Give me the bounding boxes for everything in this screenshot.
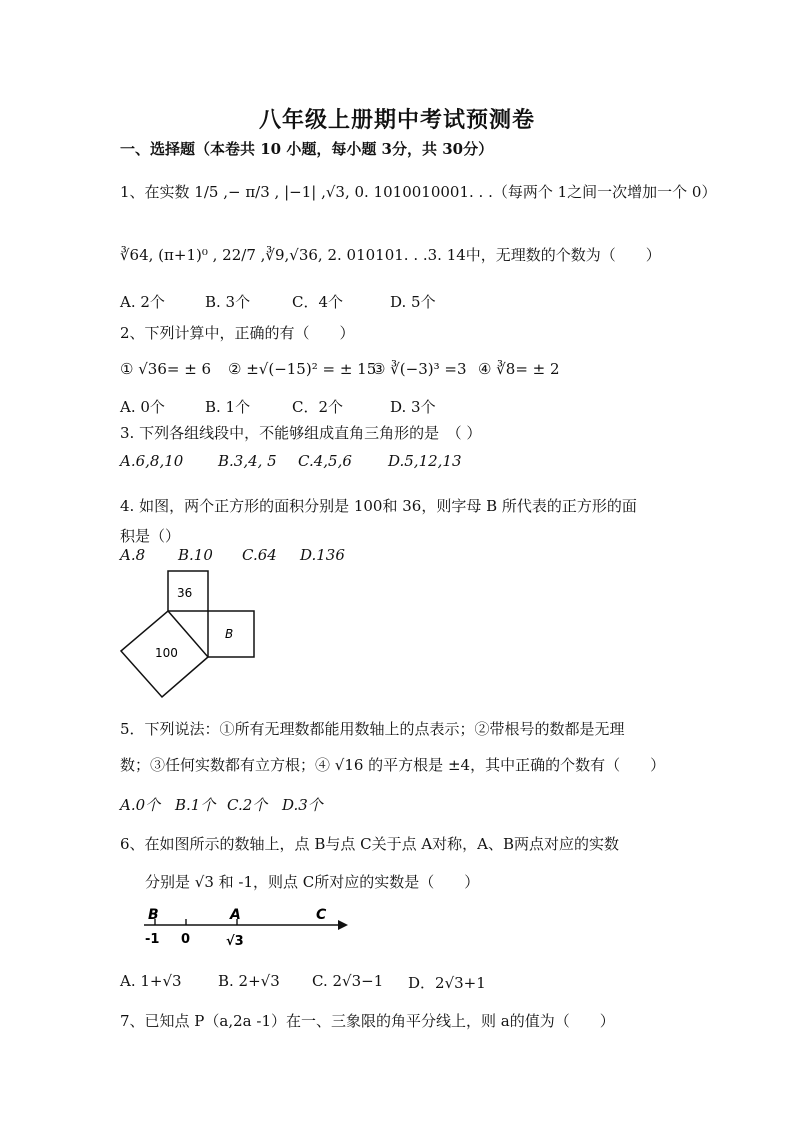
q3-option-a: A.6,8,10 bbox=[120, 452, 184, 470]
q4-line2: 积是（） bbox=[120, 527, 181, 545]
q4-line1: 4. 如图，两个正方形的面积分别是 100和 36，则字母 B 所代表的正方形的面 bbox=[120, 497, 637, 515]
q1-line2: ∛64, (π+1)⁰ , 22/7 ,∛9,√36, 2. 010101. . .3. 14中，无理数的个数为（ ） bbox=[120, 246, 661, 264]
q1-option-a: A. 2个 bbox=[120, 293, 165, 311]
q2-item-4: ④ ∛8= ± 2 bbox=[478, 360, 560, 378]
label-100: 100 bbox=[155, 646, 178, 660]
q4-squares-figure bbox=[115, 565, 265, 705]
q2-option-c: C．2个 bbox=[292, 398, 344, 416]
q6-number-line bbox=[138, 905, 353, 955]
q2-item-1: ① √36= ± 6 bbox=[120, 360, 212, 378]
q5-option-b: B.1个 bbox=[175, 796, 216, 814]
q6-option-c: C. 2√3−1 bbox=[312, 972, 384, 990]
point-a-label: A bbox=[230, 907, 241, 923]
q2-option-a: A. 0个 bbox=[120, 398, 165, 416]
q7-line1: 7、已知点 P（a,2a -1）在一、三象限的角平分线上，则 a的值为（ ） bbox=[120, 1012, 615, 1030]
label-36: 36 bbox=[177, 586, 193, 600]
q5-line2: 数；③任何实数都有立方根；④ √16 的平方根是 ±4，其中正确的个数有（ ） bbox=[120, 756, 666, 774]
q1-option-b: B. 3个 bbox=[205, 293, 251, 311]
q2-stem: 2、下列计算中，正确的有（ ） bbox=[120, 324, 355, 342]
q2-option-b: B. 1个 bbox=[205, 398, 251, 416]
q1-option-c: C．4个 bbox=[292, 293, 344, 311]
q4-option-a: A.8 bbox=[120, 546, 146, 564]
q5-line1: 5．下列说法：①所有无理数都能用数轴上的点表示；②带根号的数都是无理 bbox=[120, 720, 625, 738]
point-c-label: C bbox=[316, 907, 327, 923]
q4-option-c: C.64 bbox=[242, 546, 277, 564]
q1-line1: 1、在实数 1/5 ,− π/3 , |−1| ,√3, 0. 1010010001. . .（每两个 1之间一次增加一个 0） bbox=[120, 183, 717, 201]
q4-option-d: D.136 bbox=[300, 546, 345, 564]
label-sqrt3: √3 bbox=[226, 934, 244, 949]
section-heading-choice: 一、选择题（本卷共 10 小题，每小题 3分，共 30分） bbox=[120, 140, 494, 158]
q2-item-3: ③ ∛(−3)³ =3 bbox=[372, 360, 467, 378]
q6-option-b: B. 2+√3 bbox=[218, 972, 280, 990]
q3-stem: 3. 下列各组线段中，不能够组成直角三角形的是 （ ） bbox=[120, 424, 482, 442]
q6-line1: 6、在如图所示的数轴上，点 B与点 C关于点 A对称，A、B两点对应的实数 bbox=[120, 835, 620, 853]
label-minus-1: -1 bbox=[145, 932, 160, 947]
q5-option-d: D.3个 bbox=[282, 796, 323, 814]
q6-option-a: A. 1+√3 bbox=[120, 972, 182, 990]
q1-option-d: D. 5个 bbox=[390, 293, 436, 311]
q3-option-c: C.4,5,6 bbox=[298, 452, 352, 470]
q3-option-b: B.3,4, 5 bbox=[218, 452, 277, 470]
q2-option-d: D. 3个 bbox=[390, 398, 436, 416]
q4-option-b: B.10 bbox=[178, 546, 213, 564]
q2-item-2: ② ±√(−15)² = ± 15 bbox=[228, 360, 377, 378]
q3-option-d: D.5,12,13 bbox=[388, 452, 462, 470]
label-b: B bbox=[225, 627, 234, 641]
q6-line2: 分别是 √3 和 -1，则点 C所对应的实数是（ ） bbox=[145, 873, 480, 891]
q5-option-a: A.0个 bbox=[120, 796, 161, 814]
q5-option-c: C.2个 bbox=[227, 796, 268, 814]
point-b-label: B bbox=[148, 907, 159, 923]
page-title: 八年级上册期中考试预测卷 bbox=[258, 107, 535, 133]
axis-arrow bbox=[338, 920, 348, 930]
q6-option-d: D．2√3+1 bbox=[408, 974, 486, 992]
label-zero: 0 bbox=[181, 932, 191, 947]
